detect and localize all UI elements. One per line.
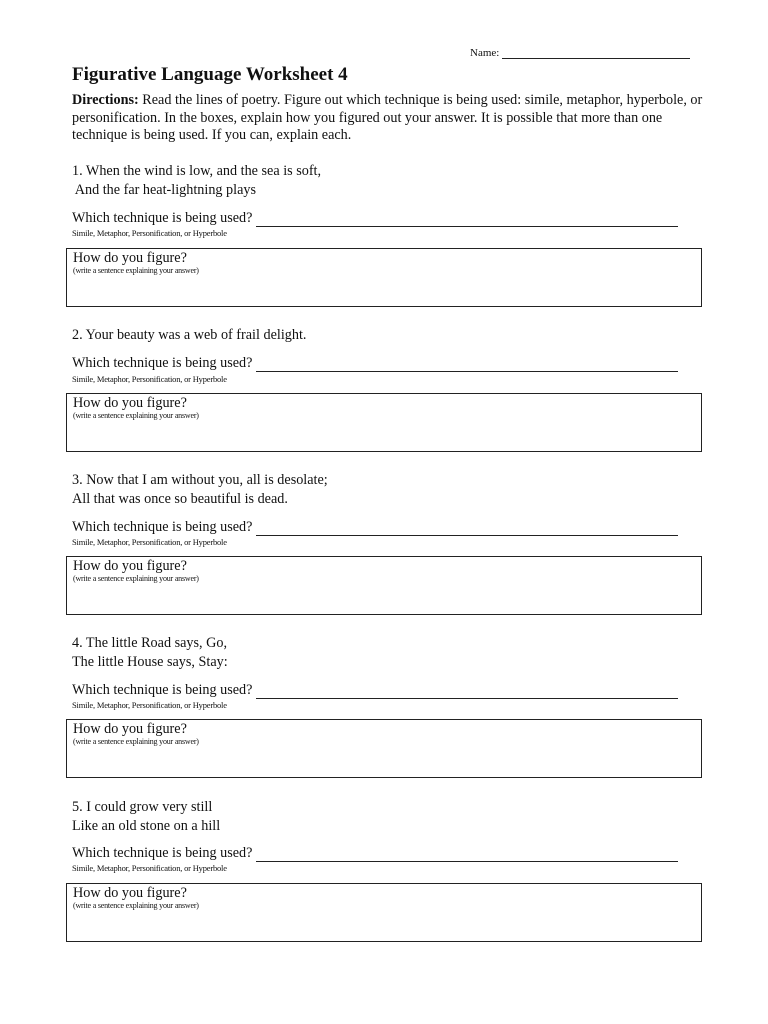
technique-row [72,519,678,536]
box-title: How do you figure? [73,250,187,266]
page-title: Figurative Language Worksheet 4 [72,64,348,85]
box-hint: (write a sentence explaining your answer) [73,574,199,583]
question-3 [72,471,704,583]
question-1 [72,162,704,275]
poem-lines [72,634,704,671]
technique-options: Simile, Metaphor, Personification, or Hyperbole [72,700,227,710]
technique-options: Simile, Metaphor, Personification, or Hyperbole [72,228,227,238]
technique-options: Simile, Metaphor, Personification, or Hyperbole [72,537,227,547]
box-title: How do you figure? [73,395,187,411]
box-hint: (write a sentence explaining your answer) [73,901,199,910]
technique-prompt: Which technique is being used? [72,210,253,226]
box-hint: (write a sentence explaining your answer) [73,411,199,420]
poem-line: 5. I could grow very still [72,799,213,815]
technique-answer-blank[interactable] [256,357,678,372]
poem-line: 4. The little Road says, Go, [72,635,227,651]
box-title: How do you figure? [73,885,187,901]
poem-lines [72,162,704,199]
poem-line: All that was once so beautiful is dead. [72,490,288,507]
question-4 [72,634,704,746]
explanation-box[interactable] [66,248,702,307]
technique-row [72,210,678,227]
question-2 [72,326,704,420]
technique-row [72,355,678,372]
explanation-box[interactable] [66,393,702,452]
technique-options: Simile, Metaphor, Personification, or Hyperbole [72,863,227,873]
poem-line: 3. Now that I am without you, all is desolate; [72,472,328,488]
poem-lines [72,326,704,345]
directions [72,92,712,145]
directions-text: Read the lines of poetry. Figure out which technique is being used: simile, metaphor, hyperbole, or personification. In the boxes, explain how you figured out your answer. It is possible that more than one technique is being used. If you can, explain each. [72,92,703,143]
directions-label: Directions: [72,92,139,108]
poem-line: Like an old stone on a hill [72,817,221,834]
box-hint: (write a sentence explaining your answer) [73,737,199,746]
poem-line: The little House says, Stay: [72,653,228,670]
technique-options: Simile, Metaphor, Personification, or Hyperbole [72,374,227,384]
explanation-box[interactable] [66,883,702,942]
box-title: How do you figure? [73,721,187,737]
technique-answer-blank[interactable] [256,521,678,536]
technique-prompt: Which technique is being used? [72,519,253,535]
technique-answer-blank[interactable] [256,684,678,699]
poem-line: 2. Your beauty was a web of frail delight. [72,327,307,343]
technique-prompt: Which technique is being used? [72,355,253,371]
name-blank[interactable] [502,46,690,59]
poem-lines [72,798,704,835]
technique-row [72,845,678,862]
explanation-box[interactable] [66,719,702,778]
poem-lines [72,471,704,508]
question-5 [72,798,704,910]
name-label: Name: [470,47,500,59]
box-hint: (write a sentence explaining your answer) [73,266,199,275]
technique-answer-blank[interactable] [256,212,678,227]
technique-answer-blank[interactable] [256,847,678,862]
technique-row [72,682,678,699]
name-field [470,46,690,59]
box-title: How do you figure? [73,558,187,574]
technique-prompt: Which technique is being used? [72,845,253,861]
poem-line: 1. When the wind is low, and the sea is soft, [72,163,322,179]
explanation-box[interactable] [66,556,702,615]
poem-line: And the far heat-lightning plays [72,181,257,198]
technique-prompt: Which technique is being used? [72,682,253,698]
